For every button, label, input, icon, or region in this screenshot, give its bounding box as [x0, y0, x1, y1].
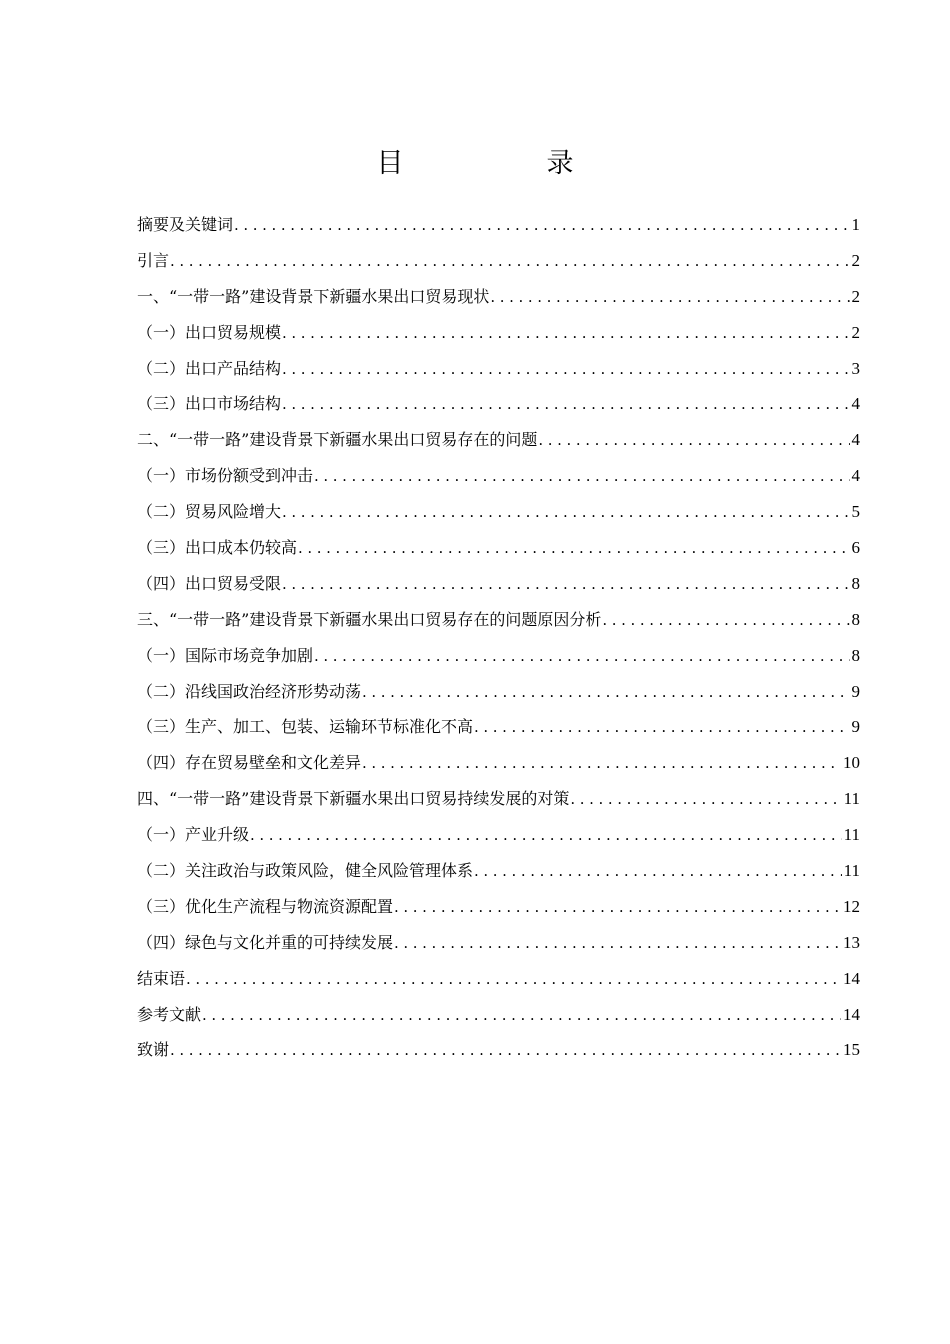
- toc-entry-label: （四）出口贸易受限: [137, 573, 282, 593]
- toc-entry-label: （三）出口成本仍较高: [137, 538, 298, 558]
- toc-leader-dots: [282, 567, 849, 602]
- toc-entry-label: （二）贸易风险增大: [137, 502, 282, 522]
- toc-entry-page: 9: [851, 681, 860, 701]
- toc-leader-dots: [474, 710, 849, 745]
- toc-leader-dots: [202, 998, 841, 1033]
- toc-entry: [137, 745, 860, 781]
- toc-entry: [137, 530, 860, 566]
- toc-entry: [137, 386, 860, 422]
- toc-entry-label: （二）出口产品结构: [137, 358, 282, 378]
- toc-leader-dots: [362, 746, 841, 781]
- toc-entry-label: （一）市场份额受到冲击: [137, 466, 314, 486]
- toc-entry-label: （一）出口贸易规模: [137, 322, 282, 342]
- toc-leader-dots: [282, 352, 849, 387]
- toc-entry-page: 11: [843, 861, 860, 881]
- toc-leader-dots: [282, 316, 849, 351]
- toc-entry-label: （三）出口市场结构: [137, 394, 282, 414]
- toc-entry-page: 9: [851, 717, 860, 737]
- toc-entry-page: 8: [851, 609, 860, 629]
- toc-entry-label: （二）沿线国政治经济形势动荡: [137, 681, 362, 701]
- toc-leader-dots: [538, 423, 849, 458]
- toc-entry-page: 13: [843, 932, 860, 952]
- toc-entry-page: 12: [843, 896, 860, 916]
- toc-entry: [137, 494, 860, 530]
- toc-entry-page: 1: [851, 215, 860, 234]
- toc-entry: [137, 817, 860, 853]
- toc-leader-dots: [474, 854, 842, 889]
- toc-entry-page: 15: [843, 1040, 860, 1060]
- toc-entry-label: 三、“一带一路”建设背景下新疆水果出口贸易存在的问题原因分析: [137, 609, 602, 629]
- toc-entry-label: （四）存在贸易壁垒和文化差异: [137, 753, 362, 773]
- toc-entry-label: 参考文献: [137, 1004, 202, 1024]
- toc-entry-label: 二、“一带一路”建设背景下新疆水果出口贸易存在的问题: [137, 430, 538, 450]
- toc-leader-dots: [362, 675, 849, 710]
- toc-entry: [137, 602, 860, 638]
- toc-entry-page: 2: [851, 286, 860, 306]
- toc-entry-label: 致谢: [137, 1040, 170, 1060]
- toc-leader-dots: [234, 208, 849, 243]
- toc-entry-label: （二）关注政治与政策风险，健全风险管理体系: [137, 861, 474, 881]
- toc-entry-page: 8: [851, 573, 860, 593]
- toc-entry-page: 2: [851, 322, 860, 342]
- toc-entry: [137, 351, 860, 387]
- toc-entry: [137, 458, 860, 494]
- toc-entry-page: 4: [851, 394, 860, 414]
- toc-leader-dots: [602, 603, 849, 638]
- toc-entry: [137, 638, 860, 674]
- toc-entry: [137, 709, 860, 745]
- toc-entry: [137, 315, 860, 351]
- toc-leader-dots: [314, 639, 849, 674]
- toc-entry: [137, 889, 860, 925]
- toc-entry-page: 14: [843, 968, 860, 988]
- toc-leader-dots: [170, 1033, 841, 1068]
- toc-entry-page: 3: [851, 358, 860, 378]
- toc-leader-dots: [394, 926, 841, 961]
- toc-leader-dots: [170, 244, 849, 279]
- toc-entry-label: 一、“一带一路”建设背景下新疆水果出口贸易现状: [137, 286, 490, 306]
- toc-entry: [137, 781, 860, 817]
- toc-leader-dots: [394, 890, 841, 925]
- toc-entry: [137, 925, 860, 961]
- toc-entry: [137, 207, 860, 243]
- toc-entry-label: 摘要及关键词: [137, 215, 234, 234]
- toc-entry-page: 8: [851, 645, 860, 665]
- toc-entry: [137, 279, 860, 315]
- toc-entry-page: 14: [843, 1004, 860, 1024]
- toc-entry: [137, 243, 860, 279]
- toc-title: 目 录: [376, 148, 632, 179]
- toc-entry-page: 4: [851, 430, 860, 450]
- toc-entry: [137, 674, 860, 710]
- toc-entry-page: 4: [851, 466, 860, 486]
- toc-entry-label: 结束语: [137, 968, 186, 988]
- toc-entry: [137, 566, 860, 602]
- toc-entry: [137, 422, 860, 458]
- toc-entry-page: 5: [851, 502, 860, 522]
- toc-entry-label: （一）国际市场竞争加剧: [137, 645, 314, 665]
- toc-leader-dots: [570, 782, 841, 817]
- toc-entry: [137, 961, 860, 997]
- toc-entry-page: 11: [843, 825, 860, 845]
- toc-entry-label: （三）生产、加工、包装、运输环节标准化不高: [137, 717, 474, 737]
- toc-entry-label: （四）绿色与文化并重的可持续发展: [137, 932, 394, 952]
- toc-leader-dots: [282, 495, 849, 530]
- toc-entry-label: 四、“一带一路”建设背景下新疆水果出口贸易持续发展的对策: [137, 789, 570, 809]
- toc-entry: [137, 1032, 860, 1068]
- toc-leader-dots: [250, 818, 842, 853]
- toc-entry-label: （三）优化生产流程与物流资源配置: [137, 896, 394, 916]
- toc-entry-page: 11: [843, 789, 860, 809]
- toc-entry: [137, 997, 860, 1033]
- toc-leader-dots: [282, 387, 849, 422]
- toc-entry-page: 6: [851, 538, 860, 558]
- toc-entry: [137, 853, 860, 889]
- toc-leader-dots: [490, 280, 849, 315]
- toc-entry-label: 引言: [137, 250, 170, 270]
- toc-leader-dots: [298, 531, 849, 566]
- toc-leader-dots: [186, 962, 841, 997]
- toc-entry-page: 2: [851, 250, 860, 270]
- toc-entry-label: （一）产业升级: [137, 825, 250, 845]
- toc-leader-dots: [314, 459, 849, 494]
- toc-list: [137, 207, 860, 1068]
- toc-entry-page: 10: [843, 753, 860, 773]
